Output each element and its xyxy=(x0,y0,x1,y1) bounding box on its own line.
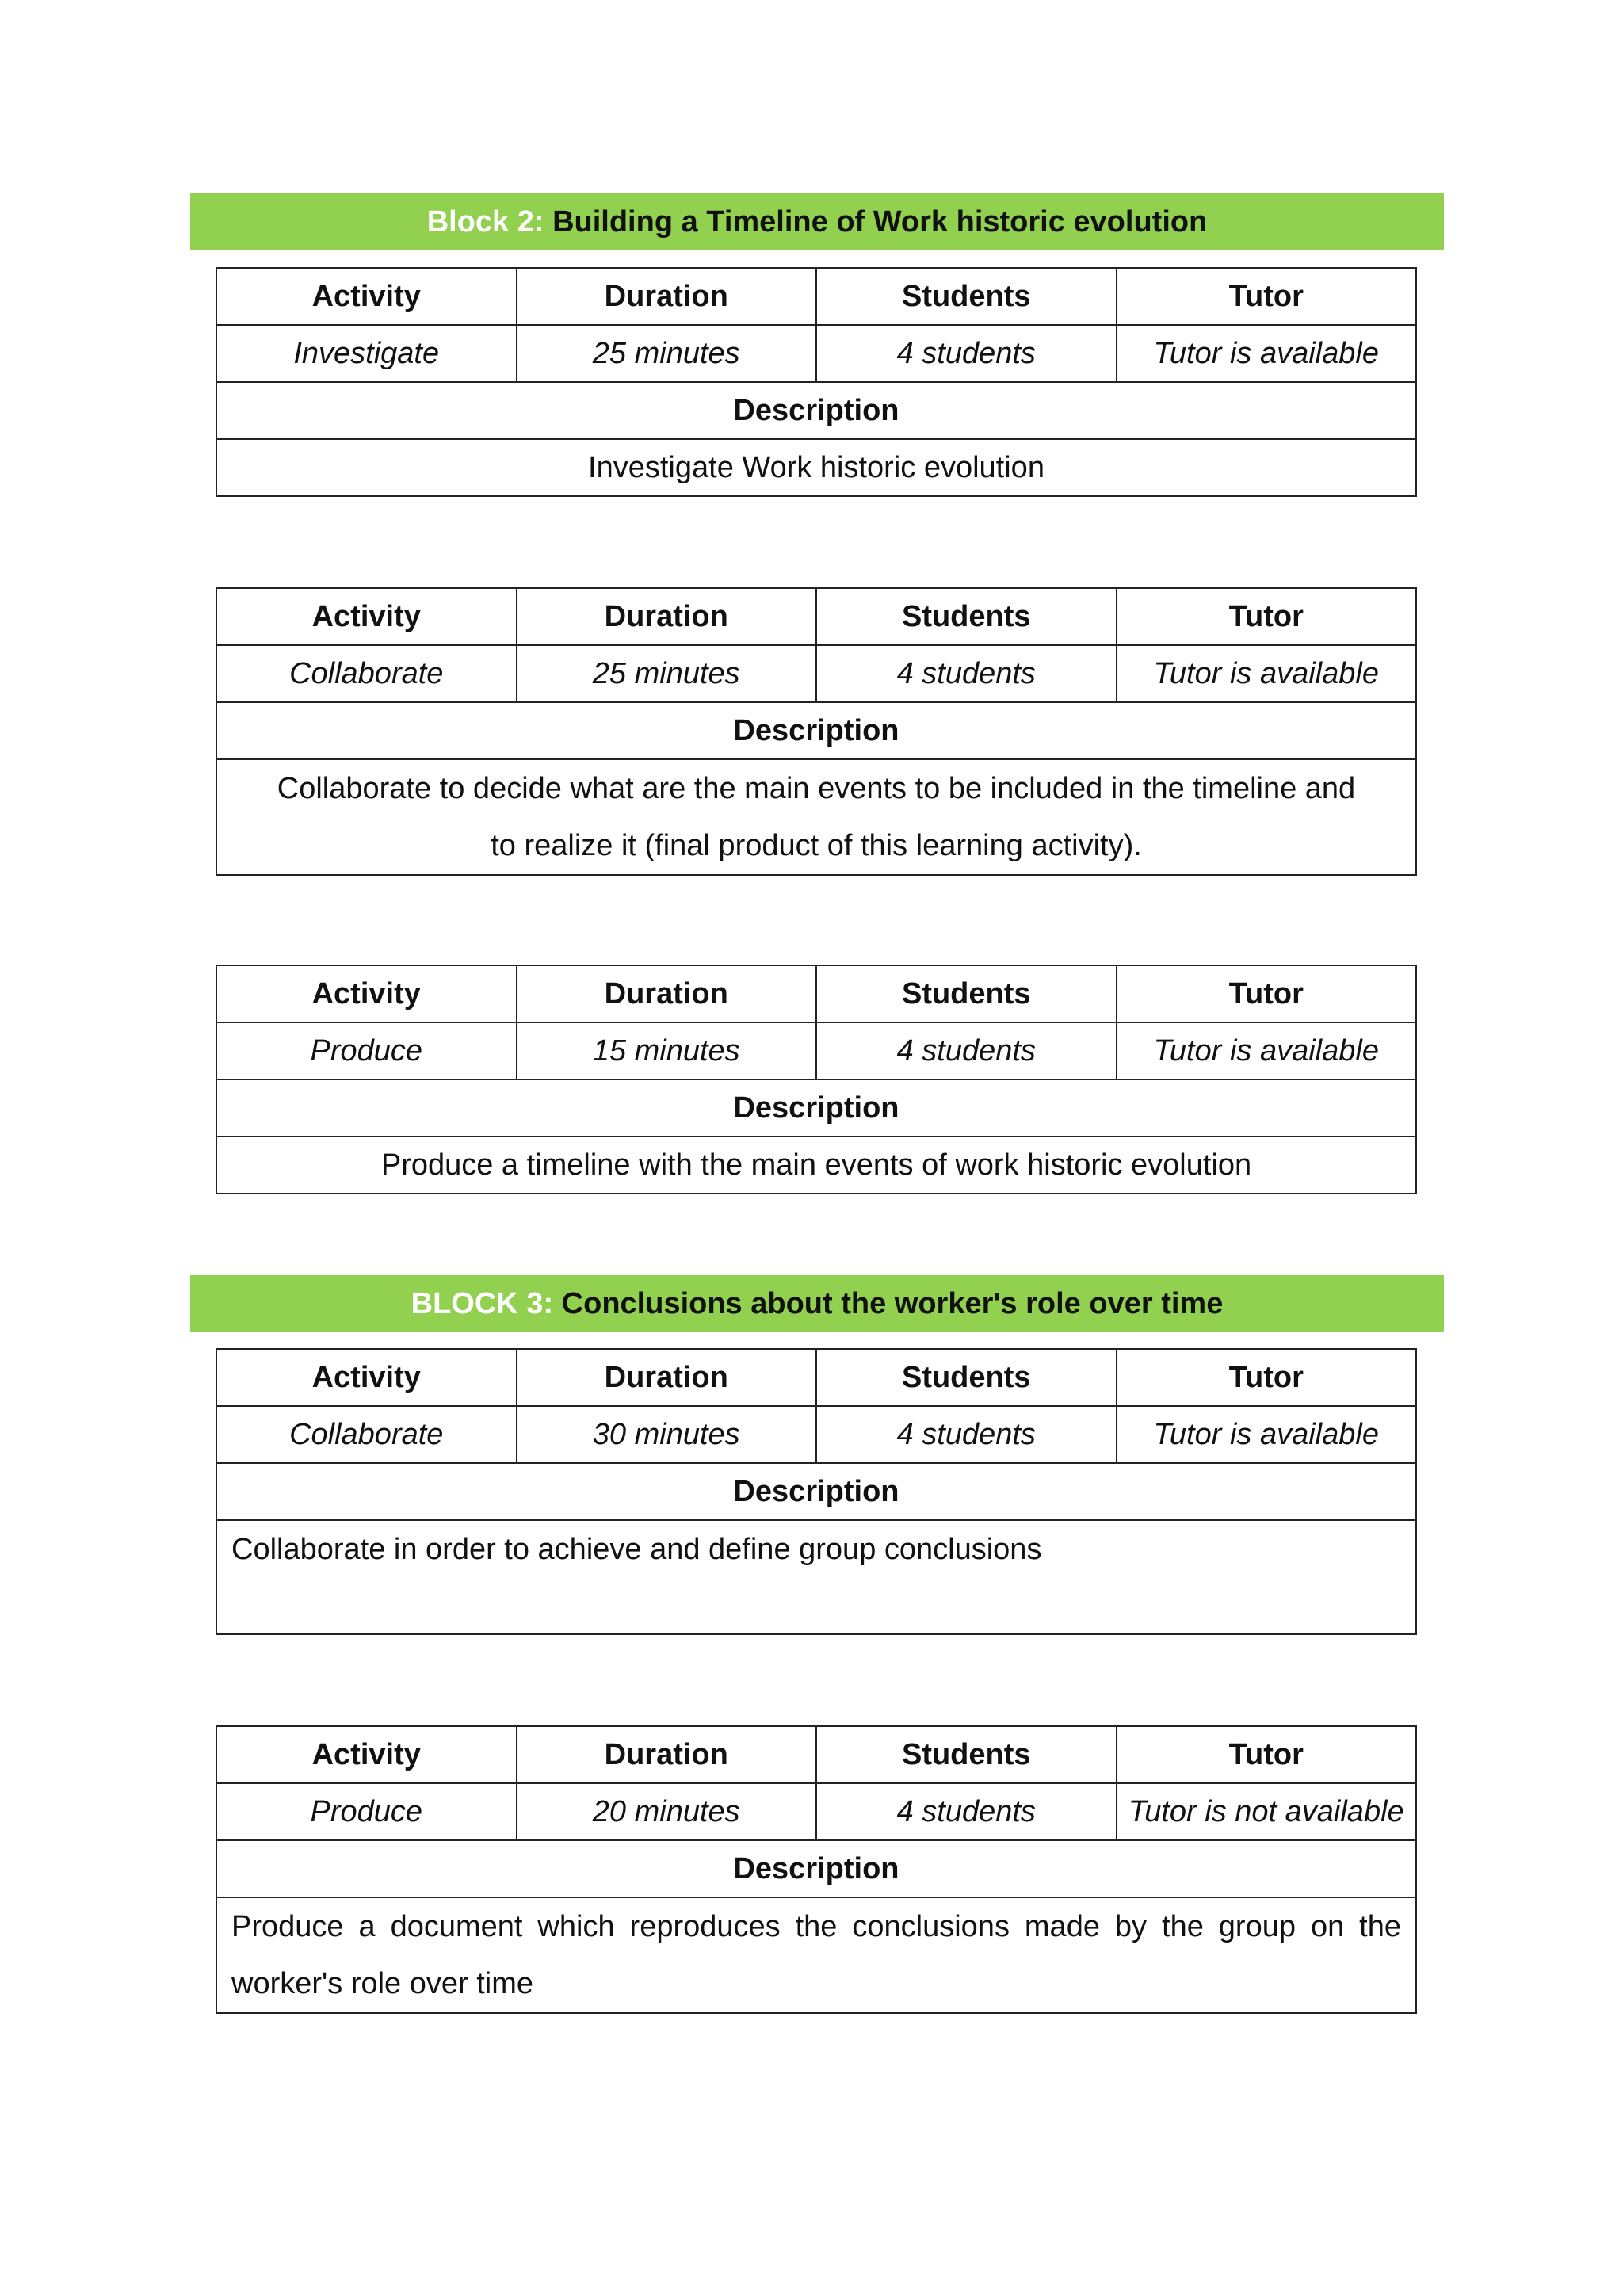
block-2-label: Block 2: xyxy=(426,205,544,239)
tutor-header: Tutor xyxy=(1117,268,1417,325)
activity-table-produce-document xyxy=(216,1725,1417,2014)
header-row xyxy=(216,965,1416,1022)
description-header-row xyxy=(216,1079,1416,1137)
value-row xyxy=(216,325,1416,382)
header-row xyxy=(216,1726,1416,1783)
students-value: 4 students xyxy=(816,1022,1117,1079)
tutor-header: Tutor xyxy=(1117,1726,1417,1783)
block-3-title: Conclusions about the worker's role over time xyxy=(561,1287,1224,1320)
description-header-row xyxy=(216,382,1416,439)
students-header: Students xyxy=(816,268,1117,325)
duration-value: 25 minutes xyxy=(517,325,817,382)
description-header-row xyxy=(216,1840,1416,1897)
students-value: 4 students xyxy=(816,1783,1117,1840)
students-value: 4 students xyxy=(816,645,1117,702)
duration-header: Duration xyxy=(517,268,817,325)
duration-value: 30 minutes xyxy=(517,1406,817,1463)
description-header: Description xyxy=(216,1079,1416,1137)
tutor-value: Tutor is available xyxy=(1117,325,1417,382)
tutor-value: Tutor is available xyxy=(1117,1022,1417,1079)
header-row xyxy=(216,1349,1416,1406)
description-header: Description xyxy=(216,702,1416,759)
students-header: Students xyxy=(816,588,1117,645)
activity-header: Activity xyxy=(216,268,517,325)
description-row xyxy=(216,1137,1416,1194)
description-row xyxy=(216,1897,1416,2013)
activity-value: Collaborate xyxy=(216,1406,517,1463)
activity-header: Activity xyxy=(216,965,517,1022)
tutor-value: Tutor is available xyxy=(1117,645,1417,702)
activity-table-collaborate-conclusions xyxy=(216,1348,1417,1635)
value-row xyxy=(216,1783,1416,1840)
activity-header: Activity xyxy=(216,1726,517,1783)
block-3-label: BLOCK 3: xyxy=(411,1287,554,1320)
students-header: Students xyxy=(816,965,1117,1022)
duration-header: Duration xyxy=(517,965,817,1022)
activity-value: Produce xyxy=(216,1783,517,1840)
description-text: Investigate Work historic evolution xyxy=(216,439,1416,496)
description-text: Collaborate to decide what are the main events to be included in the timeline and to realize it (final product of this learning activity). xyxy=(216,759,1416,875)
block-2-banner xyxy=(190,193,1444,250)
activity-header: Activity xyxy=(216,1349,517,1406)
value-row xyxy=(216,1022,1416,1079)
header-row xyxy=(216,588,1416,645)
description-header: Description xyxy=(216,382,1416,439)
activity-header: Activity xyxy=(216,588,517,645)
activity-table-investigate xyxy=(216,267,1417,497)
tutor-header: Tutor xyxy=(1117,588,1417,645)
activity-value: Produce xyxy=(216,1022,517,1079)
tutor-value: Tutor is available xyxy=(1117,1406,1417,1463)
duration-value: 20 minutes xyxy=(517,1783,817,1840)
activity-table-collaborate-timeline xyxy=(216,587,1417,876)
description-header-row xyxy=(216,702,1416,759)
activity-table-produce-timeline xyxy=(216,965,1417,1194)
duration-header: Duration xyxy=(517,1349,817,1406)
activity-value: Investigate xyxy=(216,325,517,382)
tutor-header: Tutor xyxy=(1117,965,1417,1022)
activity-value: Collaborate xyxy=(216,645,517,702)
duration-header: Duration xyxy=(517,1726,817,1783)
duration-header: Duration xyxy=(517,588,817,645)
description-row xyxy=(216,439,1416,496)
block-3-banner xyxy=(190,1275,1444,1332)
description-header: Description xyxy=(216,1840,1416,1897)
description-row xyxy=(216,1520,1416,1634)
students-value: 4 students xyxy=(816,1406,1117,1463)
tutor-value: Tutor is not available xyxy=(1117,1783,1417,1840)
header-row xyxy=(216,268,1416,325)
value-row xyxy=(216,645,1416,702)
description-header: Description xyxy=(216,1463,1416,1520)
students-header: Students xyxy=(816,1726,1117,1783)
description-text: Collaborate in order to achieve and define group conclusions xyxy=(216,1520,1416,1634)
tutor-header: Tutor xyxy=(1117,1349,1417,1406)
description-text: Produce a timeline with the main events of work historic evolution xyxy=(216,1137,1416,1194)
description-text: Produce a document which reproduces the conclusions made by the group on the worker's role over time xyxy=(216,1897,1416,2013)
description-row xyxy=(216,759,1416,875)
value-row xyxy=(216,1406,1416,1463)
block-2-title: Building a Timeline of Work historic evolution xyxy=(552,205,1208,239)
description-header-row xyxy=(216,1463,1416,1520)
students-header: Students xyxy=(816,1349,1117,1406)
students-value: 4 students xyxy=(816,325,1117,382)
duration-value: 25 minutes xyxy=(517,645,817,702)
duration-value: 15 minutes xyxy=(517,1022,817,1079)
